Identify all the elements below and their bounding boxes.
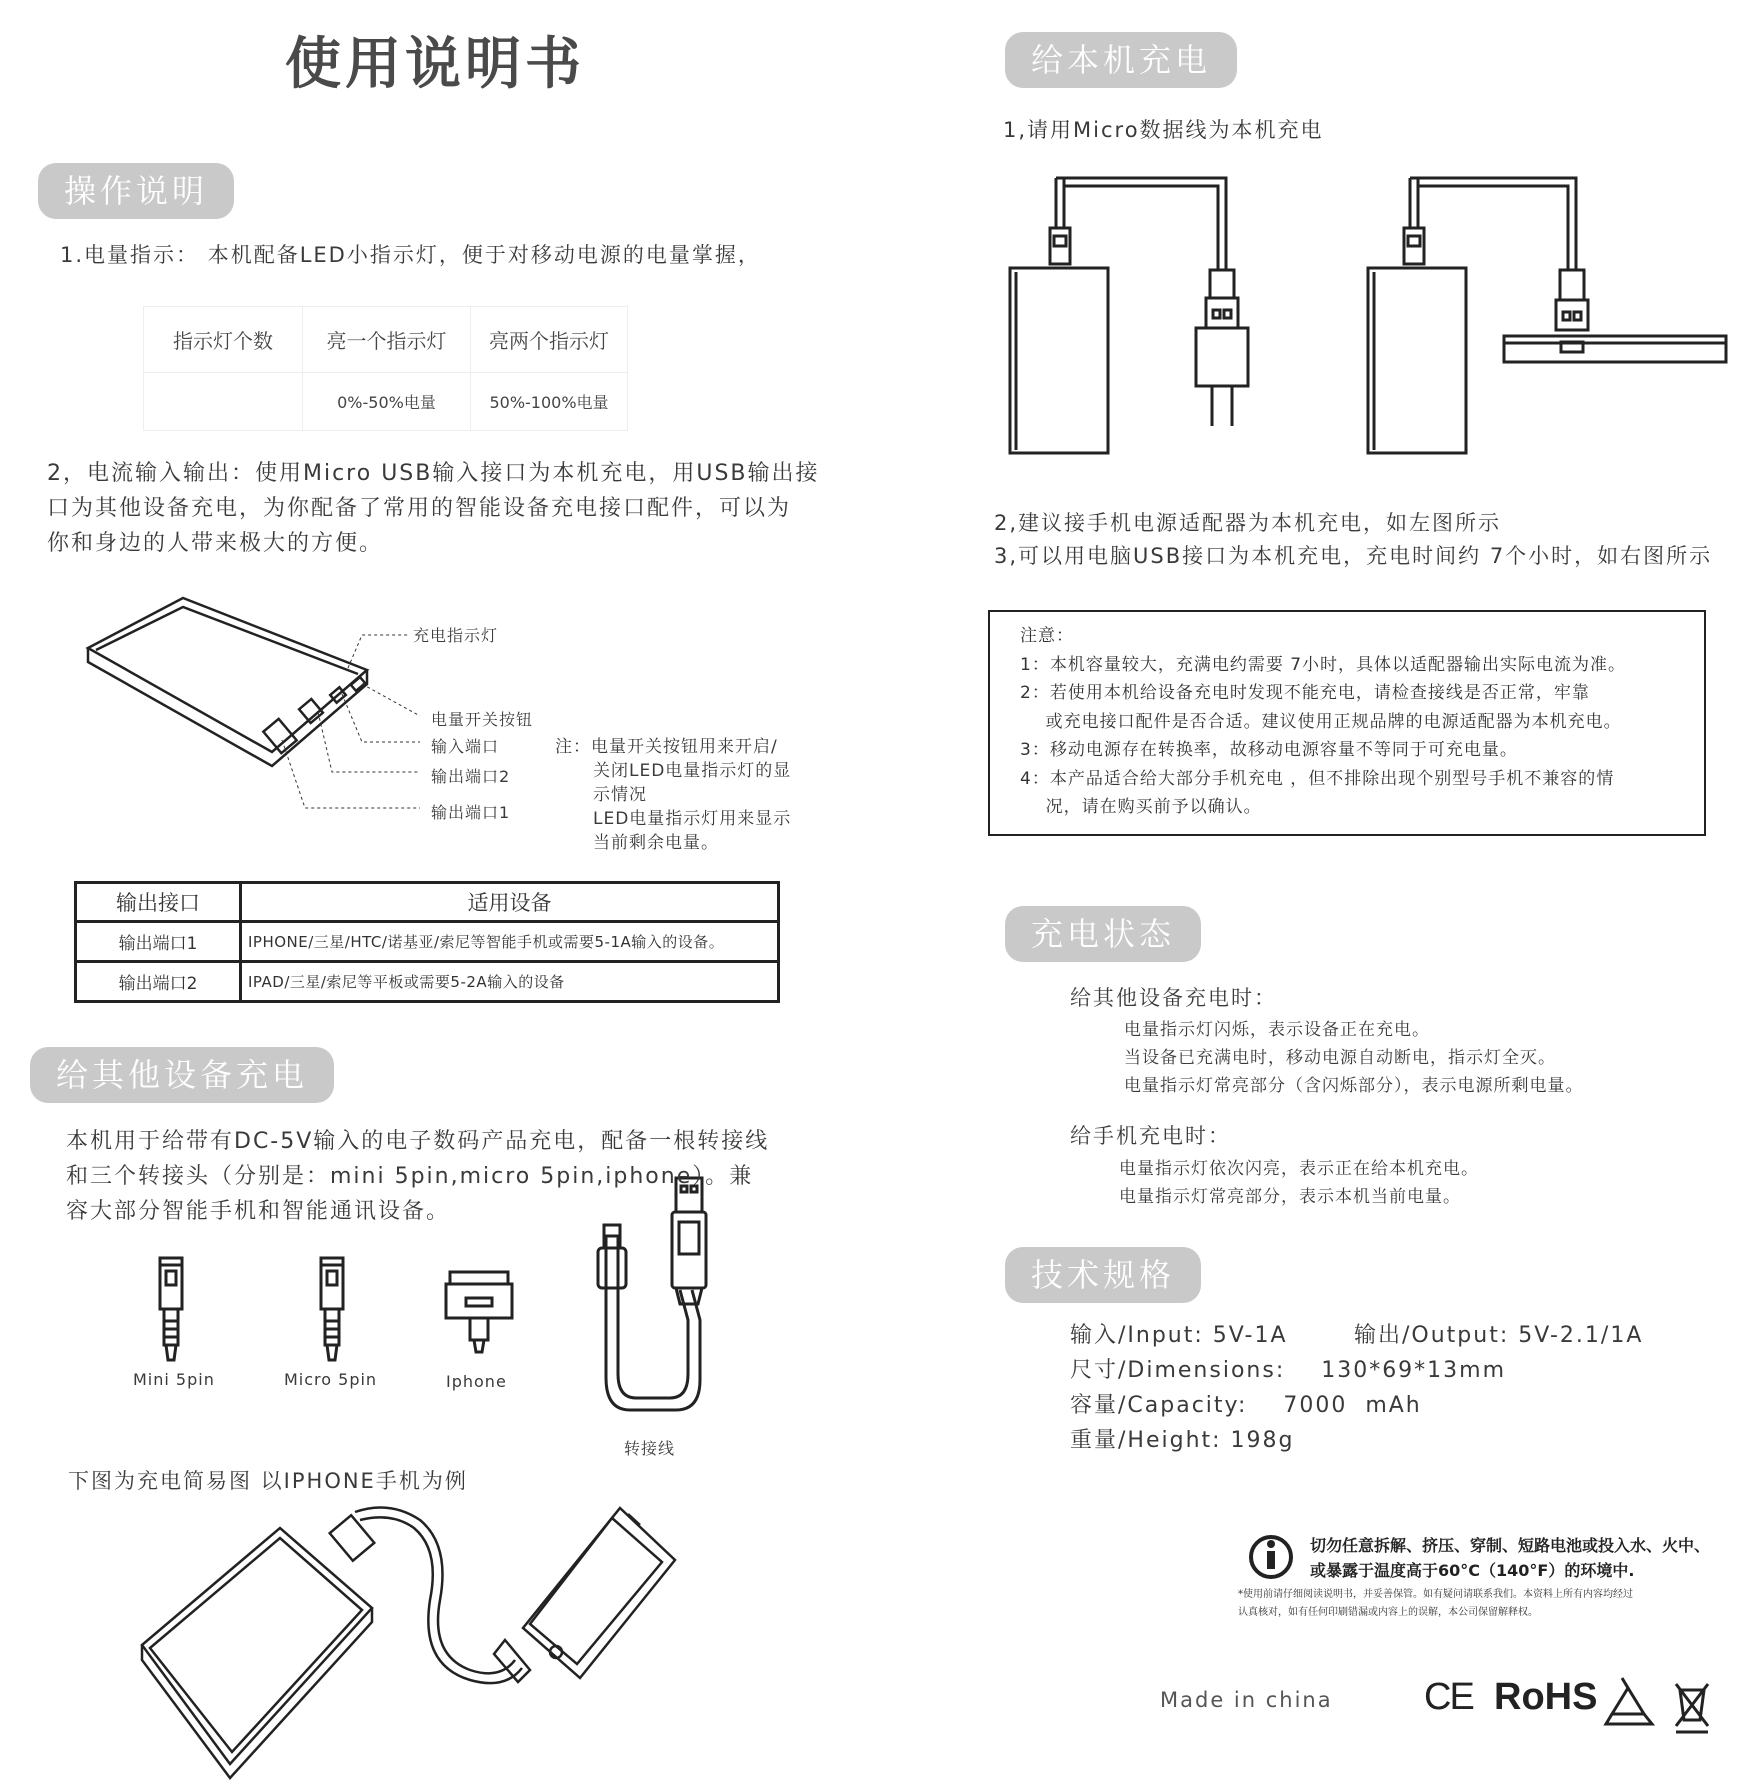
warning-text bbox=[1310, 1533, 1710, 1583]
charging-diagram bbox=[142, 1508, 675, 1779]
charge-others-line: 和三个转接头（分别是：mini 5pin,micro 5pin,iphone）。兼 bbox=[66, 1164, 754, 1189]
label-output-2: 输出端口2 bbox=[431, 767, 511, 786]
ops-item-2-line: 口为其他设备充电，为你配备了常用的智能设备充电接口配件，可以为 bbox=[47, 496, 792, 521]
output-table bbox=[74, 881, 780, 1003]
indicator-header-two: 亮两个指示灯 bbox=[471, 307, 628, 373]
status-line: 当设备已充满电时，移动电源自动断电，指示灯全灭。 bbox=[1124, 1048, 1556, 1068]
section-heading-charge-self: 给本机充电 bbox=[1005, 32, 1237, 88]
notice-line: 3：移动电源存在转换率，故移动电源容量不等同于可充电量。 bbox=[1020, 740, 1518, 760]
status-line: 电量指示灯常亮部分，表示本机当前电量。 bbox=[1119, 1187, 1461, 1207]
indicator-cell-one: 0%-50%电量 bbox=[303, 373, 471, 431]
diagram-note-line: LED电量指示灯用来显示 bbox=[593, 809, 792, 829]
diagram-note-line: 注：电量开关按钮用来开启/ bbox=[555, 737, 778, 757]
charge-others-line: 容大部分智能手机和智能通讯设备。 bbox=[66, 1199, 451, 1224]
charge-self-item-3: 3,可以用电脑USB接口为本机充电，充电时间约 7个小时，如右图所示 bbox=[994, 544, 1713, 568]
fine-print-line: 认真核对，如有任何印刷错漏或内容上的误解，本公司保留解释权。 bbox=[1238, 1607, 1538, 1618]
connector-label-micro: Micro 5pin bbox=[284, 1370, 378, 1389]
section-heading-specs: 技术规格 bbox=[1005, 1247, 1201, 1303]
status-others-title: 给其他设备充电时： bbox=[1070, 986, 1277, 1010]
self-charge-diagrams bbox=[1010, 178, 1726, 453]
ops-item-2-line: 你和身边的人带来极大的方便。 bbox=[47, 531, 384, 556]
notice-box bbox=[988, 610, 1706, 836]
page-title: 使用说明书 bbox=[285, 32, 585, 97]
status-line: 电量指示灯闪烁，表示设备正在充电。 bbox=[1124, 1020, 1430, 1040]
connector-label-iphone: Iphone bbox=[446, 1372, 507, 1391]
charge-self-item-2: 2,建议接手机电源适配器为本机充电，如左图所示 bbox=[994, 511, 1502, 535]
ce-mark: CE bbox=[1424, 1676, 1473, 1718]
spec-output: 输出/Output: 5V-2.1/1A bbox=[1354, 1323, 1644, 1348]
label-charge-led: 充电指示灯 bbox=[413, 626, 499, 645]
label-power-button: 电量开关按钮 bbox=[431, 710, 534, 729]
section-heading-charge-status: 充电状态 bbox=[1005, 906, 1201, 962]
diagram-note bbox=[555, 735, 791, 855]
made-in-china: Made in china bbox=[1160, 1688, 1333, 1712]
connector-label-mini: Mini 5pin bbox=[133, 1370, 215, 1389]
weee-bin-icon bbox=[1676, 1684, 1708, 1732]
status-line: 电量指示灯常亮部分（含闪烁部分），表示电源所剩电量。 bbox=[1124, 1076, 1584, 1096]
powerbank-diagram bbox=[88, 598, 367, 766]
warning-line: 切勿任意拆解、挤压、穿制、短路电池或投入水、火中、 bbox=[1310, 1536, 1711, 1555]
info-warning-icon bbox=[1251, 1537, 1291, 1577]
notice-line: 1：本机容量较大，充满电约需要 7小时，具体以适配器输出实际电流为准。 bbox=[1020, 654, 1627, 675]
indicator-cell-two: 50%-100%电量 bbox=[471, 373, 628, 431]
fine-print bbox=[1238, 1586, 1633, 1622]
charge-self-item-1: 1,请用Micro数据线为本机充电 bbox=[1003, 118, 1324, 142]
output-row-port: 输出端口1 bbox=[76, 922, 241, 962]
section-heading-charge-others: 给其他设备充电 bbox=[30, 1047, 334, 1103]
spec-input: 输入/Input: 5V-1A bbox=[1070, 1323, 1288, 1348]
charge-others-description bbox=[66, 1124, 769, 1229]
fine-print-line: *使用前请仔细阅读说明书，并妥善保管。如有疑问请联系我们。本资料上所有内容均经过 bbox=[1238, 1589, 1633, 1600]
section-heading-operation: 操作说明 bbox=[38, 163, 234, 219]
output-row-port: 输出端口2 bbox=[76, 962, 241, 1002]
status-line: 电量指示灯依次闪亮，表示正在给本机充电。 bbox=[1119, 1159, 1479, 1179]
label-input-port: 输入端口 bbox=[431, 737, 500, 756]
diagram-note-line: 关闭LED电量指示灯的显 bbox=[593, 761, 792, 781]
connector-label-cable: 转接线 bbox=[624, 1439, 676, 1458]
notice-line: 或充电接口配件是否合适。建议使用正规品牌的电源适配器为本机充电。 bbox=[1020, 711, 1622, 732]
status-others-lines bbox=[1124, 1016, 1584, 1100]
indicator-header-one: 亮一个指示灯 bbox=[303, 307, 471, 373]
label-output-1: 输出端口1 bbox=[431, 803, 511, 822]
output-row-device: IPHONE/三星/HTC/诺基亚/索尼等智能手机或需要5-1A输入的设备。 bbox=[241, 922, 779, 962]
diagram-note-line: 当前剩余电量。 bbox=[593, 833, 719, 853]
output-header-device: 适用设备 bbox=[241, 883, 779, 922]
recycle-icon bbox=[1606, 1678, 1652, 1724]
status-phone-lines bbox=[1119, 1155, 1479, 1211]
ops-item-2-line: 2，电流输入输出：使用Micro USB输入接口为本机充电，用USB输出接 bbox=[47, 461, 820, 486]
notice-line: 况，请在购买前予以确认。 bbox=[1020, 797, 1262, 817]
spec-weight: 重量/Height: 198g bbox=[1070, 1428, 1295, 1453]
charging-diagram-caption: 下图为充电简易图 以IPHONE手机为例 bbox=[68, 1469, 468, 1493]
spec-dimensions: 尺寸/Dimensions: 130*69*13mm bbox=[1070, 1358, 1507, 1383]
spec-capacity: 容量/Capacity: 7000 mAh bbox=[1070, 1393, 1422, 1418]
output-row-device: IPAD/三星/索尼等平板或需要5-2A输入的设备 bbox=[241, 962, 779, 1002]
status-phone-title: 给手机充电时： bbox=[1070, 1124, 1231, 1148]
output-header-port: 输出接口 bbox=[76, 883, 241, 922]
charge-others-line: 本机用于给带有DC-5V输入的电子数码产品充电，配备一根转接线 bbox=[66, 1129, 770, 1154]
diagram-note-line: 示情况 bbox=[593, 785, 647, 805]
notice-line: 4：本产品适合给大部分手机充电 ，但不排除出现个别型号手机不兼容的情 bbox=[1020, 768, 1615, 789]
ops-item-1: 1.电量指示： 本机配备LED小指示灯，便于对移动电源的电量掌握， bbox=[60, 243, 761, 267]
warning-line: 或暴露于温度高于60°C（140°F）的环境中. bbox=[1310, 1561, 1635, 1580]
rohs-mark: RoHS bbox=[1494, 1676, 1598, 1718]
notice-line: 注意： bbox=[1020, 626, 1074, 646]
notice-line: 2：若使用本机给设备充电时发现不能充电，请检查接线是否正常，牢靠 bbox=[1020, 683, 1590, 703]
indicator-header-count: 指示灯个数 bbox=[144, 307, 303, 373]
